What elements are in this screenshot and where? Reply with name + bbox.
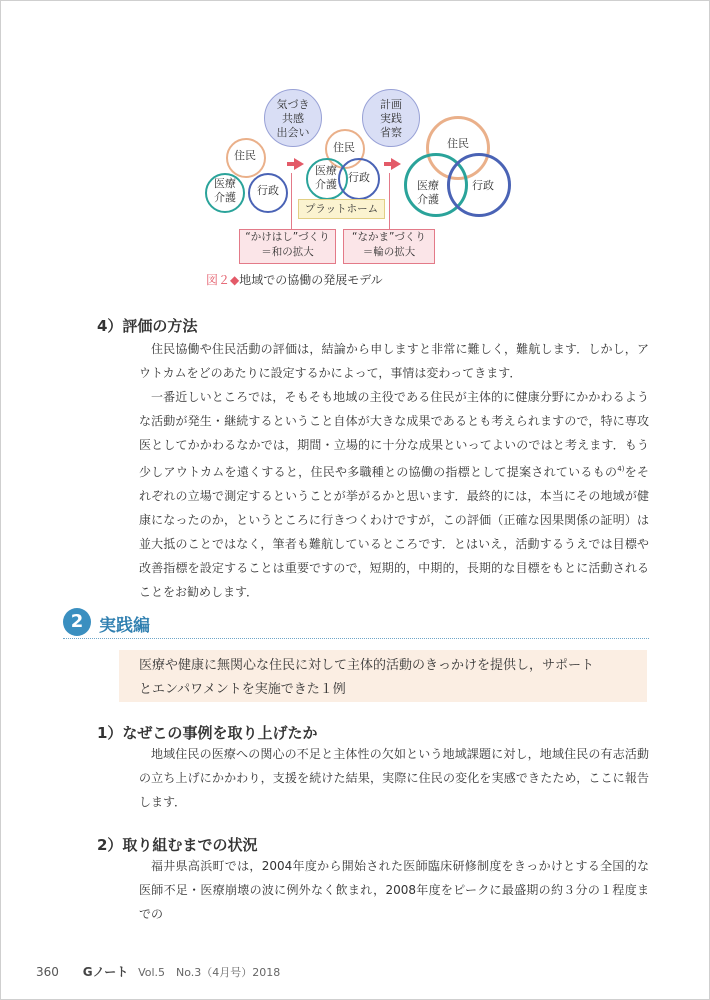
figure-number: 図２◆	[206, 273, 240, 287]
evaluation-p2-part2: をそれぞれの立場で測定するということが挙がるかと思います．最終的には，本当にその地域が健康になったのか，というところに行きつくわけですが，この評価（正確な因果関係の証明）は並大抵のことではなく，筆者も難航しているところです．とはいえ，活動するうえでは目標や改善指標を設定することは重要ですので，短期的，中期的，長期的な目標をもとに活動されることをお勧めします．	[139, 465, 649, 599]
why-body	[139, 742, 649, 814]
heading-why: 1）なぜこの事例を取り上げたか	[97, 724, 318, 742]
label-resident-1: 住民	[234, 149, 256, 162]
label-medical-2: 医療 介護	[315, 164, 337, 191]
label-medical-3: 医療 介護	[417, 179, 439, 206]
case-summary-box	[119, 650, 647, 702]
section-number-badge: 2	[63, 608, 91, 636]
box-nakama: “なかま”づくり ＝輪の拡大	[343, 229, 435, 264]
platform-label: プラットホーム	[298, 199, 385, 219]
journal-volume: Vol.5 No.3（4月号）2018	[138, 966, 281, 979]
arrow-1-icon	[294, 158, 304, 170]
section-title: 実践編	[99, 616, 150, 636]
page-footer	[36, 963, 280, 980]
bubble-awareness: 気づき 共感 出会い	[264, 89, 322, 147]
connector-2	[389, 173, 390, 229]
case-summary-line-2: とエンパワメントを実施できた１例	[139, 682, 346, 697]
situation-paragraph: 福井県高浜町では，2004年度から開始された医師臨床研修制度をきっかけとする全国的な医師不足・医療崩壊の波に例外なく飲まれ，2008年度をピークに最盛期の約３分の１程度までの	[139, 859, 649, 921]
section-practice-header	[63, 608, 649, 639]
situation-body	[139, 854, 649, 926]
label-admin-1: 行政	[257, 184, 279, 197]
figure-caption-text: 地域での協働の発展モデル	[239, 273, 383, 287]
label-admin-3: 行政	[472, 179, 494, 192]
connector-1	[291, 173, 292, 229]
evaluation-paragraph-2	[139, 385, 649, 604]
journal-name: Gノート	[82, 965, 129, 979]
label-admin-2: 行政	[348, 171, 370, 184]
figure-caption	[206, 271, 383, 288]
why-paragraph: 地域住民の医療への関心の不足と主体性の欠如という地域課題に対し，地域住民の有志活動の立ち上げにかかわり，支援を続けた結果，実際に住民の変化を実感できたため，ここに報告します．	[139, 747, 649, 809]
evaluation-paragraph-1: 住民協働や住民活動の評価は，結論から申しますと非常に難しく，難航します．しかし，アウトカムをどのあたりに設定するかによって，事情は変わってきます．	[139, 342, 649, 380]
arrow-2-icon	[391, 158, 401, 170]
bubble-plan: 計画 実践 省察	[362, 89, 420, 147]
heading-evaluation: 4）評価の方法	[97, 317, 198, 335]
case-summary-line-1: 医療や健康に無関心な住民に対して主体的活動のきっかけを提供し，サポート	[139, 658, 595, 673]
label-resident-2: 住民	[333, 141, 355, 154]
label-resident-3: 住民	[447, 137, 469, 150]
label-medical-1: 医療 介護	[214, 177, 236, 204]
heading-situation: 2）取り組むまでの状況	[97, 836, 258, 854]
evaluation-p2-part1: 一番近しいところでは，そもそも地域の主役である住民が主体的に健康分野にかかわるような活動が発生・継続するということ自体が大きな成果であるとも考えられますので，特に専攻医としてかかわるなかでは，期間・立場的に十分な成果といってよいのではと考えます．もう少しアウトカムを遠くすると，住民や多職種との協働の指標として提案されているもの	[139, 390, 649, 479]
box-kakehashi: “かけはし”づくり ＝和の拡大	[239, 229, 336, 264]
evaluation-body	[139, 337, 649, 604]
reference-mark: 4)	[617, 465, 625, 473]
figure-development-model	[1, 1, 709, 301]
page-number: 360	[36, 965, 59, 979]
